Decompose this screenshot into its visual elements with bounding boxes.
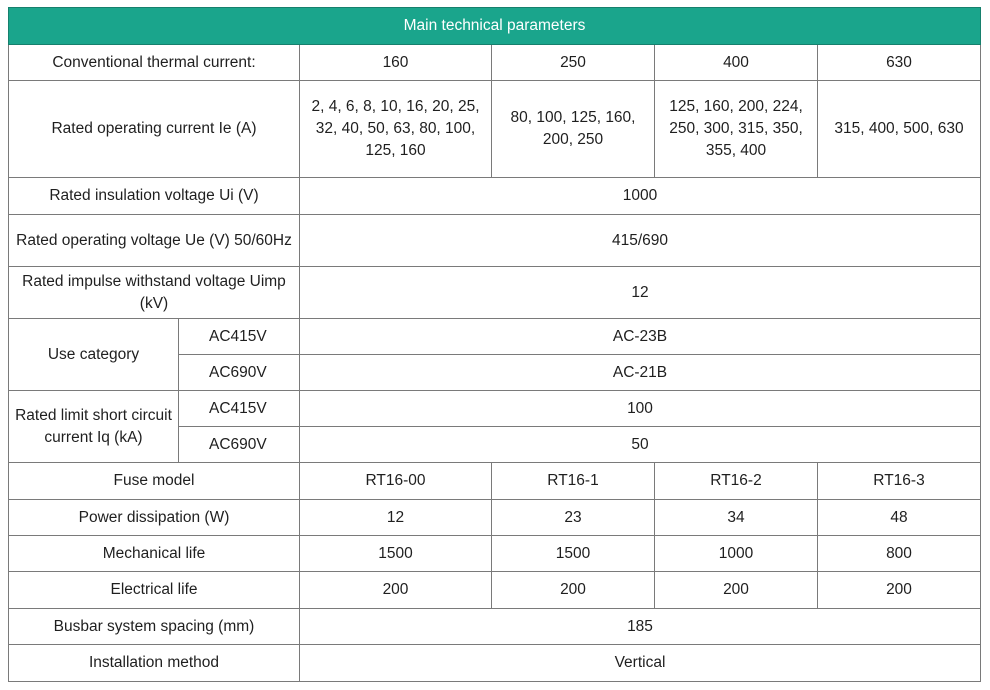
table-row <box>9 215 981 267</box>
cell-value: 1500 <box>492 536 655 572</box>
sub-label: AC690V <box>179 355 300 391</box>
table-row <box>9 45 981 81</box>
cell-value: 315, 400, 500, 630 <box>818 81 981 178</box>
table-row <box>9 267 981 319</box>
row-label: Installation method <box>9 645 300 682</box>
cell-value: AC-21B <box>300 355 981 391</box>
cell-value: RT16-00 <box>300 463 492 500</box>
row-label: Use category <box>9 319 179 391</box>
cell-value: 23 <box>492 500 655 536</box>
row-label: Fuse model <box>9 463 300 500</box>
row-label: Electrical life <box>9 572 300 609</box>
cell-value: 630 <box>818 45 981 81</box>
cell-value: 100 <box>300 391 981 427</box>
table-row <box>9 572 981 609</box>
cell-value: 160 <box>300 45 492 81</box>
cell-value: RT16-3 <box>818 463 981 500</box>
cell-value: 200 <box>655 572 818 609</box>
table-row <box>9 391 981 427</box>
cell-value: 12 <box>300 500 492 536</box>
table-row <box>9 609 981 645</box>
row-label: Power dissipation (W) <box>9 500 300 536</box>
cell-value: 50 <box>300 427 981 463</box>
table-row <box>9 81 981 178</box>
row-label: Rated operating voltage Ue (V) 50/60Hz <box>9 215 300 267</box>
table-row <box>9 178 981 215</box>
cell-value: 80, 100, 125, 160, 200, 250 <box>492 81 655 178</box>
sub-label: AC415V <box>179 319 300 355</box>
row-label: Rated impulse withstand voltage Uimp (kV) <box>9 267 300 319</box>
cell-value: 1500 <box>300 536 492 572</box>
cell-value: RT16-2 <box>655 463 818 500</box>
cell-value: 400 <box>655 45 818 81</box>
row-label: Busbar system spacing (mm) <box>9 609 300 645</box>
cell-value: 34 <box>655 500 818 536</box>
row-label: Conventional thermal current: <box>9 45 300 81</box>
cell-value: 2, 4, 6, 8, 10, 16, 20, 25, 32, 40, 50, 63, 80, 100, 125, 160 <box>300 81 492 178</box>
table-title: Main technical parameters <box>9 8 981 45</box>
technical-parameters-table <box>8 7 981 682</box>
row-label: Rated operating current Ie (A) <box>9 81 300 178</box>
cell-value: Vertical <box>300 645 981 682</box>
row-label: Rated limit short circuit current Iq (kA) <box>9 391 179 463</box>
cell-value: 250 <box>492 45 655 81</box>
cell-value: 200 <box>492 572 655 609</box>
cell-value: 1000 <box>655 536 818 572</box>
cell-value: 48 <box>818 500 981 536</box>
sub-label: AC690V <box>179 427 300 463</box>
cell-value: 185 <box>300 609 981 645</box>
cell-value: 415/690 <box>300 215 981 267</box>
row-label: Mechanical life <box>9 536 300 572</box>
table-row <box>9 319 981 355</box>
cell-value: AC-23B <box>300 319 981 355</box>
cell-value: 200 <box>300 572 492 609</box>
sub-label: AC415V <box>179 391 300 427</box>
cell-value: 12 <box>300 267 981 319</box>
cell-value: 1000 <box>300 178 981 215</box>
row-label: Rated insulation voltage Ui (V) <box>9 178 300 215</box>
table-row <box>9 536 981 572</box>
table-row <box>9 463 981 500</box>
cell-value: 800 <box>818 536 981 572</box>
table-row <box>9 645 981 682</box>
cell-value: RT16-1 <box>492 463 655 500</box>
cell-value: 200 <box>818 572 981 609</box>
table-row <box>9 500 981 536</box>
cell-value: 125, 160, 200, 224, 250, 300, 315, 350, 355, 400 <box>655 81 818 178</box>
